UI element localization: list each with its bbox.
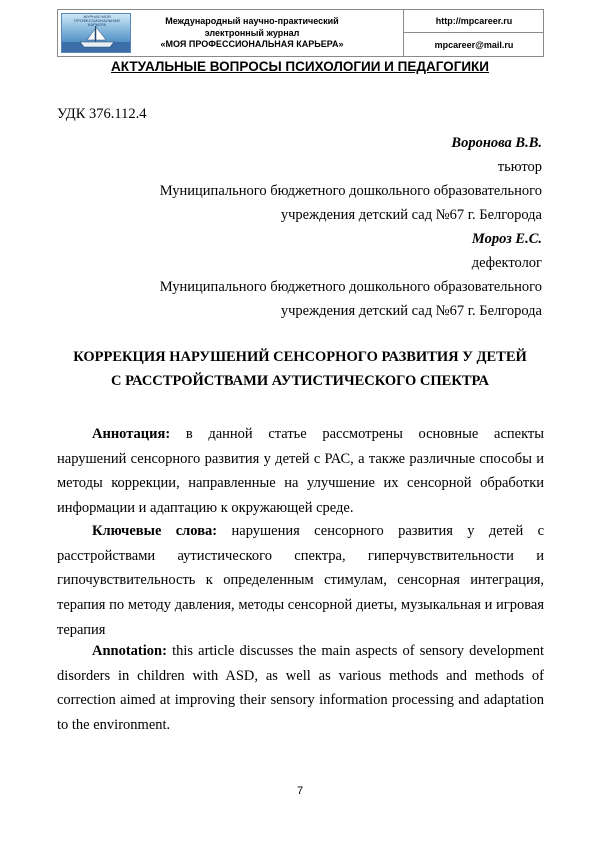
author-1-affiliation-line-1: Муниципального бюджетного дошкольного образовательного [159, 183, 542, 199]
journal-line-2: электронный журнал [204, 27, 300, 38]
journal-line-3: «МОЯ ПРОФЕССИОНАЛЬНАЯ КАРЬЕРА» [160, 39, 344, 49]
abstract-text: в данной статье рассмотрены основные аспекты нарушений сенсорного развития у детей с РАС, а также различные способы и методы коррекции, направленные на улучшение их сенсорной обработки информации и адаптацию к окружающей среде. [57, 426, 545, 517]
author-1-position: тьютор [497, 159, 542, 175]
article-title-line-1: КОРРЕКЦИЯ НАРУШЕНИЙ СЕНСОРНОГО РАЗВИТИЯ У ДЕТЕЙ [73, 349, 527, 365]
udc-code: УДК 376.112.4 [57, 106, 147, 122]
author-1-name: Воронова В.В. [451, 135, 542, 151]
author-2-affiliation-line-2: учреждения детский сад №67 г. Белгорода [280, 303, 542, 319]
keywords-paragraph [57, 519, 544, 643]
journal-name [138, 16, 366, 51]
annotation-en-text: this article discusses the main aspects of sensory development disorders in children with ASD, as well as various methods and methods of correction aimed at improving their sensory information processing and adaptation to the environment. [57, 643, 545, 734]
journal-header [57, 9, 544, 57]
article-title-line-2: С РАССТРОЙСТВАМИ АУТИСТИЧЕСКОГО СПЕКТРА [110, 373, 490, 389]
author-2-position: дефектолог [471, 255, 542, 271]
abstract-paragraph [57, 422, 544, 521]
abstract-label: Аннотация: [92, 426, 171, 442]
section-title: АКТУАЛЬНЫЕ ВОПРОСЫ ПСИХОЛОГИИ И ПЕДАГОГИКИ [111, 59, 489, 74]
author-2-name: Мороз Е.С. [471, 231, 542, 247]
keywords-text: нарушения сенсорного развития у детей с расстройствами аутистического спектра, гиперчувствительности и гипочувствительность к определенным стимулам, сенсорная интеграция, терапия по методу давления, методы сенсорной диеты, музыкальная и игровая терапия [57, 523, 545, 638]
journal-logo [61, 13, 131, 53]
annotation-en-paragraph [57, 639, 544, 738]
page-number: 7 [296, 785, 304, 797]
journal-url-link[interactable]: http://mpcareer.ru [435, 16, 513, 26]
header-divider-horizontal [403, 32, 543, 33]
annotation-en-label: Annotation: [92, 643, 167, 659]
journal-line-1: Международный научно-практический [165, 16, 339, 26]
keywords-label: Ключевые слова: [92, 523, 218, 539]
author-2-affiliation-line-1: Муниципального бюджетного дошкольного образовательного [159, 279, 542, 295]
logo-text: ЖУРНАЛ МОЯ ПРОФЕССИОНАЛЬНАЯ КАРЬЕРА [74, 14, 120, 27]
author-1-affiliation-line-2: учреждения детский сад №67 г. Белгорода [280, 207, 542, 223]
journal-email-link[interactable]: mpcareer@mail.ru [434, 40, 514, 50]
